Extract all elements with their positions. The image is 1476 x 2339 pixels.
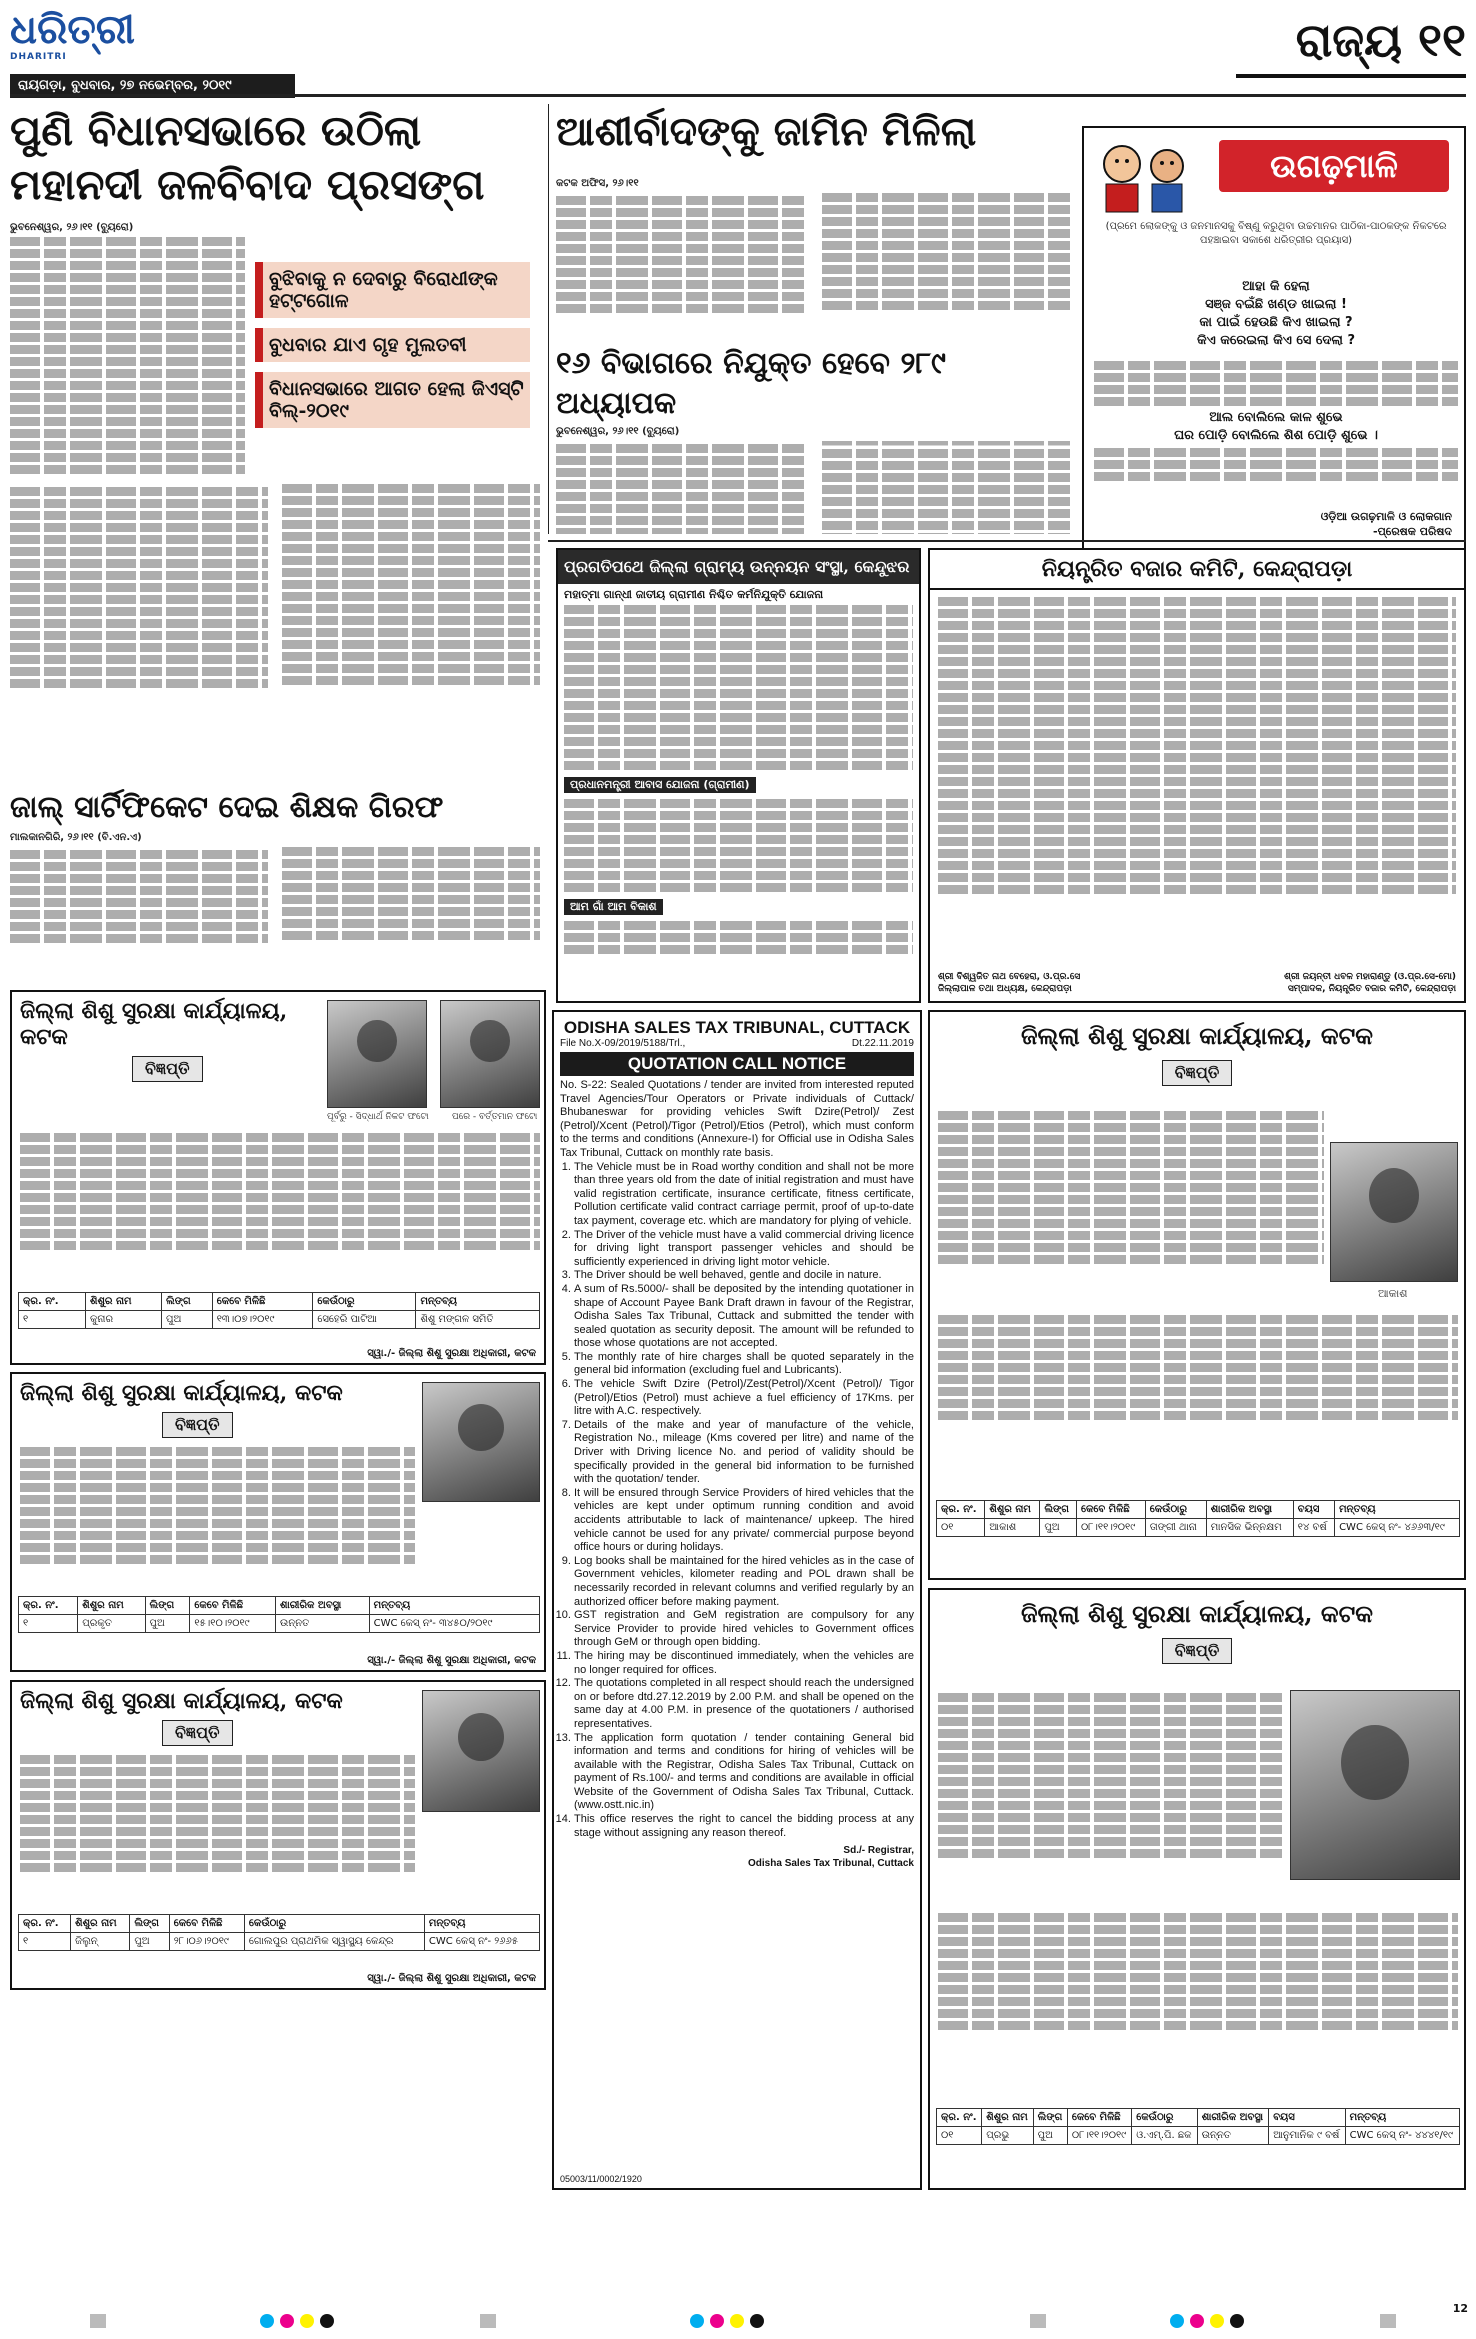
registration-mark-icon [280,2314,294,2328]
registration-mark-icon [1170,2314,1184,2328]
table-header-row [19,1915,540,1933]
table-cell: ୦୮।୧୧।୨୦୧୯ [1076,1519,1145,1537]
notice-subtitle: ବିଜ୍ଞପ୍ତି [132,1056,203,1082]
registration-mark-icon [690,2314,704,2328]
notice-table [936,1500,1460,1537]
notice-body [20,1444,415,1567]
table-cell: ଶିଶୁ ମଙ୍ଗଳ ସମିତି [416,1311,540,1329]
table-header: ବୟସ [1269,2109,1345,2127]
cartoon-signature [1152,509,1452,539]
notice-subtitle: ବିଜ୍ଞପ୍ତି [162,1412,233,1438]
registration-mark-icon [260,2314,274,2328]
table-cell: ଆନୁମାନିକ ୯ ବର୍ଷ [1269,2127,1345,2145]
teacher-article [10,786,540,986]
tender-body [560,1079,914,1840]
poem-line: କା ପାଇଁ ହେଉଛି କିଏ ଖାଇଲା ? [1199,315,1353,330]
appointments-body [556,441,1074,534]
table-header: ଶାରୀରିକ ଅବସ୍ଥା [1197,2109,1269,2127]
table-header: କେବେ ମିଳିଛି [169,1915,244,1933]
bail-body [556,193,1074,315]
list-item: 5. The monthly rate of hire charges shall be quoted separately in the general bid information (excluding fuel and Lubricants). [574,1351,914,1378]
rural-dev-subtitle-2: ପ୍ରଧାନମନ୍ତ୍ରୀ ଆବାସ ଯୋଜନା (ଗ୍ରାମୀଣ) [564,777,756,793]
cartoon-title: ଉଗଢ଼ମାଳି [1219,140,1449,192]
page-label: ରାଜ୍ୟ ୧୧ [1295,13,1466,67]
table-header: କେବେ ମିଳିଛି [190,1597,276,1615]
table-cell: ଜିଲୁନ୍ [71,1933,130,1951]
appointments-headline: ୧୬ ବିଭାଗରେ ନିଯୁକ୍ତ ହେବେ ୨୮୯ ଅଧ୍ୟାପକ [556,346,946,421]
rural-dev-body [564,605,913,770]
gray-swatch [1030,2314,1046,2328]
table-cell: ପ୍ରଭୁ [982,2127,1033,2145]
child-photo [422,1690,540,1812]
market-sign-right [1284,971,1456,995]
notice-title: ଜିଲ୍ଲା ଶିଶୁ ସୁରକ୍ଷା କାର୍ଯ୍ୟାଳୟ, କଟକ [20,1380,343,1406]
gray-swatch [1380,2314,1396,2328]
table-cell: ୨୮।୦୬।୨୦୧୯ [169,1933,244,1951]
notice-title: ଜିଲ୍ଲା ଶିଶୁ ସୁରକ୍ଷା କାର୍ଯ୍ୟାଳୟ, କଟକ [1020,1599,1374,1628]
notice-body-cont [938,1910,1458,2033]
highlight-point: ବୁଝିବାକୁ ନ ଦେବାରୁ ବିରୋଧୀଙ୍କ ହଟ୍ଟଗୋଳ [255,262,530,318]
table-cell: ପ୍ରକୃତ [78,1615,145,1633]
notice-table [936,2108,1460,2145]
list-item: 13. The application form quotation / tender containing General bid information and terms and conditions for hiring of vehicles will be available with the Registrar, Odisha Sales Tax Tribunal, Cuttack on payment of Rs.100/- and terms and conditions are available in official Website of the Government of Odisha Sales Tax Tribunal, Cuttack. (www.ostt.nic.in) [574,1732,914,1814]
table-header: କ୍ର. ନଂ. [19,1597,78,1615]
bail-article [556,104,1074,344]
highlight-point: ବିଧାନସଭାରେ ଆଗତ ହେଲା ଜିଏସ୍‌ଟି ବିଲ୍‌-୨୦୧୯ [255,372,530,428]
teacher-body [10,847,540,945]
child-protection-notice [928,1588,1466,2190]
photo-caption: ପରେ - ବର୍ତ୍ତମାନ ଫଟୋ [452,1112,538,1122]
table-cell: ତାଙ୍ଗୀ ଥାନା [1145,1519,1206,1537]
table-row [19,1933,540,1951]
registration-mark-icon [1210,2314,1224,2328]
registration-mark-icon [1230,2314,1244,2328]
rural-dev-body-2 [564,799,913,892]
list-item: 11. The hiring may be discontinued immediately, when the vehicles are no longer required for offices. [574,1650,914,1677]
table-header: ଲିଙ୍ଗ [1040,1501,1077,1519]
table-header: ଶିଶୁର ନାମ [78,1597,145,1615]
notice-body [938,1690,1283,1861]
market-committee-ad [928,548,1466,1003]
list-item: 6. The vehicle Swift Dzire (Petrol)/Zest(Petrol)/Xcent (Petrol)/ Tigor (Petrol)/Etios (Petrol) must achieve a fuel efficiency of 17Kms. per litre with A.C. respectively. [574,1378,914,1419]
list-item: 14. This office reserves the right to cancel the bidding process at any stage without assigning any reason thereof. [574,1813,914,1840]
table-header: କେଉଁଠାରୁ [1145,1501,1206,1519]
notice-signature: ସ୍ୱା./- ଜିଲ୍ଲା ଶିଶୁ ସୁରକ୍ଷା ଅଧିକାରୀ, କଟକ [367,1655,536,1666]
table-cell: ଉନ୍ନତ [276,1615,370,1633]
table-row [19,1615,540,1633]
table-header-row [937,1501,1460,1519]
poem-line: ଆଲ ବୋଲିଲେ କାଳ ଶୁଭେ [1209,410,1343,425]
notice-title: ଜିଲ୍ଲା ଶିଶୁ ସୁରକ୍ଷା କାର୍ଯ୍ୟାଳୟ, କଟକ [1020,1021,1374,1050]
tender-notice-title: QUOTATION CALL NOTICE [560,1052,914,1076]
market-title: ନିୟନ୍ତ୍ରିତ ବଜାର କମିଟି, କେନ୍ଦ୍ରାପଡ଼ା [930,550,1464,590]
lead-highlights [255,262,530,462]
notice-signature: ସ୍ୱା./- ଜିଲ୍ଲା ଶିଶୁ ସୁରକ୍ଷା ଅଧିକାରୀ, କଟକ [367,1973,536,1984]
tender-notice [552,1010,922,2190]
column-rule [548,104,549,534]
tender-conditions [560,1161,914,1841]
teacher-headline: ଜାଲ୍‌ ସାର୍ଟିଫିକେଟ ଦେଇ ଶିକ୍ଷକ ଗିରଫ [10,790,444,825]
dateline: ରାୟଗଡ଼ା, ବୁଧବାର, ୨୭ ନଭେମ୍ବର, ୨୦୧୯ [10,74,295,98]
registration-mark-icon [710,2314,724,2328]
table-header: କ୍ର. ନଂ. [19,1293,86,1311]
table-header: କେଉଁଠାରୁ [313,1293,416,1311]
table-cell: ଓ.ଏମ୍.ପି. ଛକ [1132,2127,1197,2145]
bail-headline: ଆଶୀର୍ବାଦଙ୍କୁ ଜାମିନ ମିଳିଲା [556,108,977,155]
list-item: 9. Log books shall be maintained for the hired vehicles as in the case of Government vehicles, kilometer reading and POL drawn shall be necessarily recorded in relevant columns and verified regularly by an authorized officer before making payment. [574,1555,914,1609]
sign-line: ଶ୍ରୀ ବିଶ୍ୱଜିତ ନାଥ ବେହେରା, ଓ.ପ୍ର.ସେ [938,972,1081,982]
table-header: ମନ୍ତବ୍ୟ [424,1915,539,1933]
cartoon-figure-icon [1092,134,1202,214]
market-signatures [938,971,1456,995]
table-header: ଶିଶୁର ନାମ [86,1293,162,1311]
table-header: ଲିଙ୍ଗ [130,1915,169,1933]
rural-development-ad [556,548,921,1003]
table-header-row [937,2109,1460,2127]
section-rule [548,540,1466,542]
table-cell: ପୁଅ [1033,2127,1067,2145]
table-header: କେବେ ମିଳିଛି [1067,2109,1131,2127]
logo-subtext: DHARITRI [10,52,67,62]
table-header: ମନ୍ତବ୍ୟ [1345,2109,1459,2127]
tender-title: ODISHA SALES TAX TRIBUNAL, CUTTACK [563,1018,911,1037]
table-header: ଲିଙ୍ଗ [162,1293,213,1311]
child-photo [327,1000,427,1108]
table-row [19,1311,540,1329]
cartoon-subtitle: (ପ୍ରମେ ଲୋକଙ୍କୁ ଓ ଜନମାନସକୁ ବିଷ୍ଣୁ କରୁଥିବା ଉଚ୍ଚମାନର ପାଠିକା-ପାଠକଙ୍କ ନିକଟରେ ପହଞ୍ଚାଇବା ସକାଶେ ଧରିତ୍ରୀର ପ୍ରୟାସ) [1105,221,1447,246]
table-cell: ପୁଅ [145,1615,190,1633]
table-cell: କୁନାର [86,1311,162,1329]
rural-dev-title: ପ୍ରଗତିପଥେ ଜିଲ୍ଲା ଗ୍ରାମ୍ୟ ଉନ୍ନୟନ ସଂସ୍ଥା, କେନ୍ଦୁଝର [558,550,919,584]
list-item: 4. A sum of Rs.5000/- shall be deposited by the intending quotationer in shape of Account Payee Bank Draft drawn in favour of the Registrar, Odisha Sales Tax Tribunal, Cuttack and submitted the tender with sealed quotation as security deposit. The amount will be refunded to those whose quotations are not accepted. [574,1283,914,1351]
child-photo [422,1382,540,1502]
table-cell: ପୁଅ [130,1933,169,1951]
table-cell: ୧୪ ବର୍ଷ [1293,1519,1334,1537]
table-cell: CWC କେସ୍ ନଂ- ୨୬୬୫ [424,1933,539,1951]
tender-code: 05003/11/0002/1920 [560,2174,642,2184]
rural-dev-body-3 [564,921,913,954]
table-header: ଶିଶୁର ନାମ [985,1501,1040,1519]
list-item: 12. The quotations completed in all respect should reach the undersigned on or before dtd.27.12.2019 by 2.00 P.M. and shall be opened on the same day at 4.00 P.M. in presence of the quotationers / authorised representatives. [574,1677,914,1731]
table-header: ମନ୍ତବ୍ୟ [416,1293,540,1311]
notice-body [20,1752,415,1875]
tender-file-no: File No.X-09/2019/5188/Trl., [560,1038,686,1049]
lead-body [10,237,245,474]
notice-table [18,1914,540,1951]
notice-table [18,1596,540,1633]
notice-subtitle: ବିଜ୍ଞପ୍ତି [1162,1060,1233,1086]
child-protection-notice [10,1680,546,1990]
table-header: କ୍ର. ନଂ. [937,1501,985,1519]
appointments-article [556,344,1074,534]
table-header: ଲିଙ୍ଗ [145,1597,190,1615]
highlight-point: ବୁଧବାର ଯାଏ ଗୃହ ମୁଲତବୀ [255,328,530,362]
notice-subtitle: ବିଜ୍ଞପ୍ତି [162,1720,233,1746]
table-cell: ୧ [19,1311,86,1329]
appointments-byline: ଭୁବନେଶ୍ୱର, ୨୬।୧୧ (ବ୍ୟୁରୋ) [556,426,680,437]
table-cell: ୧୫।୧୦।୨୦୧୯ [190,1615,276,1633]
table-cell: ୦୧ [937,1519,985,1537]
child-protection-notice [928,1010,1466,1580]
page-number: 12 [1452,2302,1468,2315]
table-header-row [19,1293,540,1311]
list-item: 10. GST registration and GeM registration are compulsory for any Service Provider to provide hired vehicles to Government offices through GeM or through open bidding. [574,1609,914,1650]
list-item: 8. It will be ensured through Service Providers of hired vehicles that the vehicles are kept under optimum running condition and avoid accidents attributable to lack of maintenance/ upkeep. The hired vehicle cannot be used for any private/ commercial purpose beyond office hours or during holidays. [574,1487,914,1555]
child-protection-notice [10,990,546,1365]
table-header: କେବେ ମିଳିଛି [212,1293,313,1311]
table-header: ବୟସ [1293,1501,1334,1519]
notice-table [18,1292,540,1329]
market-sign-left [938,971,1080,995]
table-row [937,2127,1460,2145]
table-header: କ୍ର. ନଂ. [19,1915,71,1933]
table-header: ମନ୍ତବ୍ୟ [1335,1501,1460,1519]
table-cell: ୦୧ [937,2127,982,2145]
table-header: କେବେ ମିଳିଛି [1076,1501,1145,1519]
table-cell: ୧ [19,1933,71,1951]
table-header-row [19,1597,540,1615]
sign-line: Odisha Sales Tax Tribunal, Cuttack [748,1858,914,1870]
sign-line: Sd./- Registrar, [843,1845,914,1857]
sign-line: ସମ୍ପାଦକ, ନିୟନ୍ତ୍ରିତ ବଜାର କମିଟି, କେନ୍ଦ୍ରାପଡ଼ା [1287,984,1456,994]
notice-body [938,1108,1324,1267]
child-protection-notice [10,1372,546,1672]
masthead [10,6,1466,93]
registration-mark-icon [730,2314,744,2328]
poem-line: ସଞ୍ଜ ବଇଁଛି ଖଣ୍ଡ ଖାଇଲା ! [1205,297,1347,312]
table-header: ଲିଙ୍ଗ [1033,2109,1067,2127]
sign-line: ଓଡ଼ିଆ ଉଗଢ଼ମାଳି ଓ ଲୋକଗାନ [1320,510,1452,523]
sign-line: -ପ୍ରେଷକ ପରିଷଦ [1373,525,1452,538]
poem-line: ଆହା କି ହେଲା [1242,279,1310,294]
page-label-rule [1236,74,1466,78]
table-cell: CWC କେସ୍ ନଂ- ୩୪୫୦/୨୦୧୯ [369,1615,539,1633]
logo-text: ଧରିତ୍ରୀ [10,6,135,53]
table-cell: ଉନ୍ନତ [1197,2127,1269,2145]
table-header: ଶାରୀରିକ ଅବସ୍ଥା [1206,1501,1293,1519]
notice-body [20,1130,540,1253]
registration-mark-icon [320,2314,334,2328]
print-registration-footer [0,2300,1476,2339]
photo-caption: ଆକାଶ [1378,1287,1408,1300]
table-header: ଶିଶୁର ନାମ [982,2109,1033,2127]
table-cell: ୧୩।୦୭।୨୦୧୯ [212,1311,313,1329]
table-cell: ୧ [19,1615,78,1633]
cartoon-poem [1094,278,1458,350]
sign-line: ଜିଲ୍ଲାପାଳ ତଥା ଅଧ୍ୟକ୍ଷ, କେନ୍ଦ୍ରାପଡ଼ା [938,984,1072,994]
gray-swatch [480,2314,496,2328]
tender-intro: No. S-22: Sealed Quotations / tender are invited from interested reputed Travel Agencies/Tour Operators or Private individuals of Cuttack/ Bhubaneswar for providing vehicles Swift Dzire(Petrol)/ Zest (Petrol)/Xcent (Petrol)/Tigor (Petrol)/Etios (Petrol), which must conform to the terms and conditions (Annexure-I) for Official use in Odisha Sales Tax Tribunal, Cuttack on monthly rate basis. [560,1079,914,1159]
child-photo [1290,1690,1460,1880]
newspaper-logo [10,8,160,66]
table-cell: ମାନସିକ ଭିନ୍ନକ୍ଷମ [1206,1519,1293,1537]
market-body [930,590,1464,901]
child-photo [440,1000,540,1108]
table-header: କ୍ର. ନଂ. [937,2109,982,2127]
sign-line: ଶ୍ରୀ ଜୟନ୍ତୀ ଧବଳ ମହାରାଣ୍ଡୁ (ଓ.ପ୍ର.ସେ-ମୋ) [1284,972,1456,982]
notice-subtitle: ବିଜ୍ଞପ୍ତି [1162,1638,1233,1664]
table-cell: ସେହେରି ପାଟିଆ [313,1311,416,1329]
table-header: ମନ୍ତବ୍ୟ [369,1597,539,1615]
table-header: ଶାରୀରିକ ଅବସ୍ଥା [276,1597,370,1615]
list-item: 7. Details of the make and year of manufacture of the vehicle, Registration No., mileage (Kms covered per litre) and name of the Driver with Driving licence No. and period of validity should be specifically provided in the general bid information to be furnished with the quotation/ tender. [574,1419,914,1487]
table-cell: CWC କେସ୍ ନଂ- ୪୬୬୩/୧୯ [1335,1519,1460,1537]
rural-dev-subtitle: ମହାତ୍ମା ଗାନ୍ଧୀ ଜାତୀୟ ଗ୍ରାମୀଣ ନିଶ୍ଚିତ କର୍ମନିଯୁକ୍ତି ଯୋଜନା [564,588,824,601]
teacher-byline: ମାଲକାନଗିରି, ୨୬।୧୧ (ବି.ଏନ.ଏ) [10,832,142,843]
cartoon-body [1094,358,1458,484]
table-header: କେଉଁଠାରୁ [1132,2109,1197,2127]
registration-mark-icon [750,2314,764,2328]
poem-line: କିଏ କରେଇଲା କିଏ ସେ ଦେଲା ? [1197,333,1355,348]
table-cell: ପୁଅ [1040,1519,1077,1537]
lead-byline: ଭୁବନେଶ୍ୱର, ୨୬।୧୧ (ବ୍ୟୁରୋ) [10,222,134,233]
rural-dev-subtitle-3: ଆମ ଗାଁ ଆମ ବିକାଶ [564,899,663,915]
table-cell: ୦୮।୧୧।୨୦୧୯ [1067,2127,1131,2145]
notice-body-cont [938,1312,1458,1423]
table-cell: ଆକାଶ [985,1519,1040,1537]
tender-date: Dt.22.11.2019 [851,1038,914,1049]
bail-byline: କଟକ ଅଫିସ, ୨୬।୧୧ [556,178,639,189]
list-item: 1. The Vehicle must be in Road worthy condition and shall not be more than three years old from the date of initial registration and must have valid registration certificate, insurance certificate, fitness certificate, Pollution certificate valid contract carriage permit, proof of up-to-date tax payment, coverage etc. which are mandatory for plying of vehicle. [574,1161,914,1229]
gray-swatch [90,2314,106,2328]
lead-headline: ପୁଣି ବିଧାନସଭାରେ ଉଠିଲା ମହାନଦୀ ଜଳବିବାଦ ପ୍ରସଙ୍ଗ [10,106,485,209]
cartoon-box [1082,126,1466,551]
table-row [937,1519,1460,1537]
tender-file-line [560,1038,914,1049]
registration-mark-icon [1190,2314,1204,2328]
poem-line: ଘର ପୋଡ଼ି ବୋଲିଲେ ଶିଶ ପୋଡ଼ି ଶୁଭେ । [1174,428,1378,443]
lead-body-cont [10,484,540,784]
notice-title: ଜିଲ୍ଲା ଶିଶୁ ସୁରକ୍ଷା କାର୍ଯ୍ୟାଳୟ, କଟକ [20,998,288,1050]
tender-signature [560,1844,914,1870]
table-header: କେଉଁଠାରୁ [244,1915,424,1933]
child-photo [1330,1142,1458,1282]
list-item: 2. The Driver of the vehicle must have a valid commercial driving licence for driving light transport passenger vehicles and should be sufficiently experienced in driving light motor vehicle. [574,1229,914,1270]
photo-caption: ପୂର୍ବରୁ - ସିଦ୍ଧାର୍ଥ ନିକଟ ଫଟୋ [327,1112,429,1122]
registration-mark-icon [300,2314,314,2328]
list-item: 3. The Driver should be well behaved, gentle and docile in nature. [574,1269,914,1283]
table-cell: ଗୋଲପୁର ପ୍ରାଥମିକ ସ୍ୱାସ୍ଥ୍ୟ କେନ୍ଦ୍ର [244,1933,424,1951]
masthead-rule [10,94,1466,97]
notice-title: ଜିଲ୍ଲା ଶିଶୁ ସୁରକ୍ଷା କାର୍ଯ୍ୟାଳୟ, କଟକ [20,1688,343,1714]
notice-signature: ସ୍ୱା./- ଜିଲ୍ଲା ଶିଶୁ ସୁରକ୍ଷା ଅଧିକାରୀ, କଟକ [367,1348,536,1359]
table-cell: CWC କେସ୍ ନଂ- ୪୪୪୧/୧୯ [1345,2127,1459,2145]
table-header: ଶିଶୁର ନାମ [71,1915,130,1933]
table-cell: ପୁଅ [162,1311,213,1329]
